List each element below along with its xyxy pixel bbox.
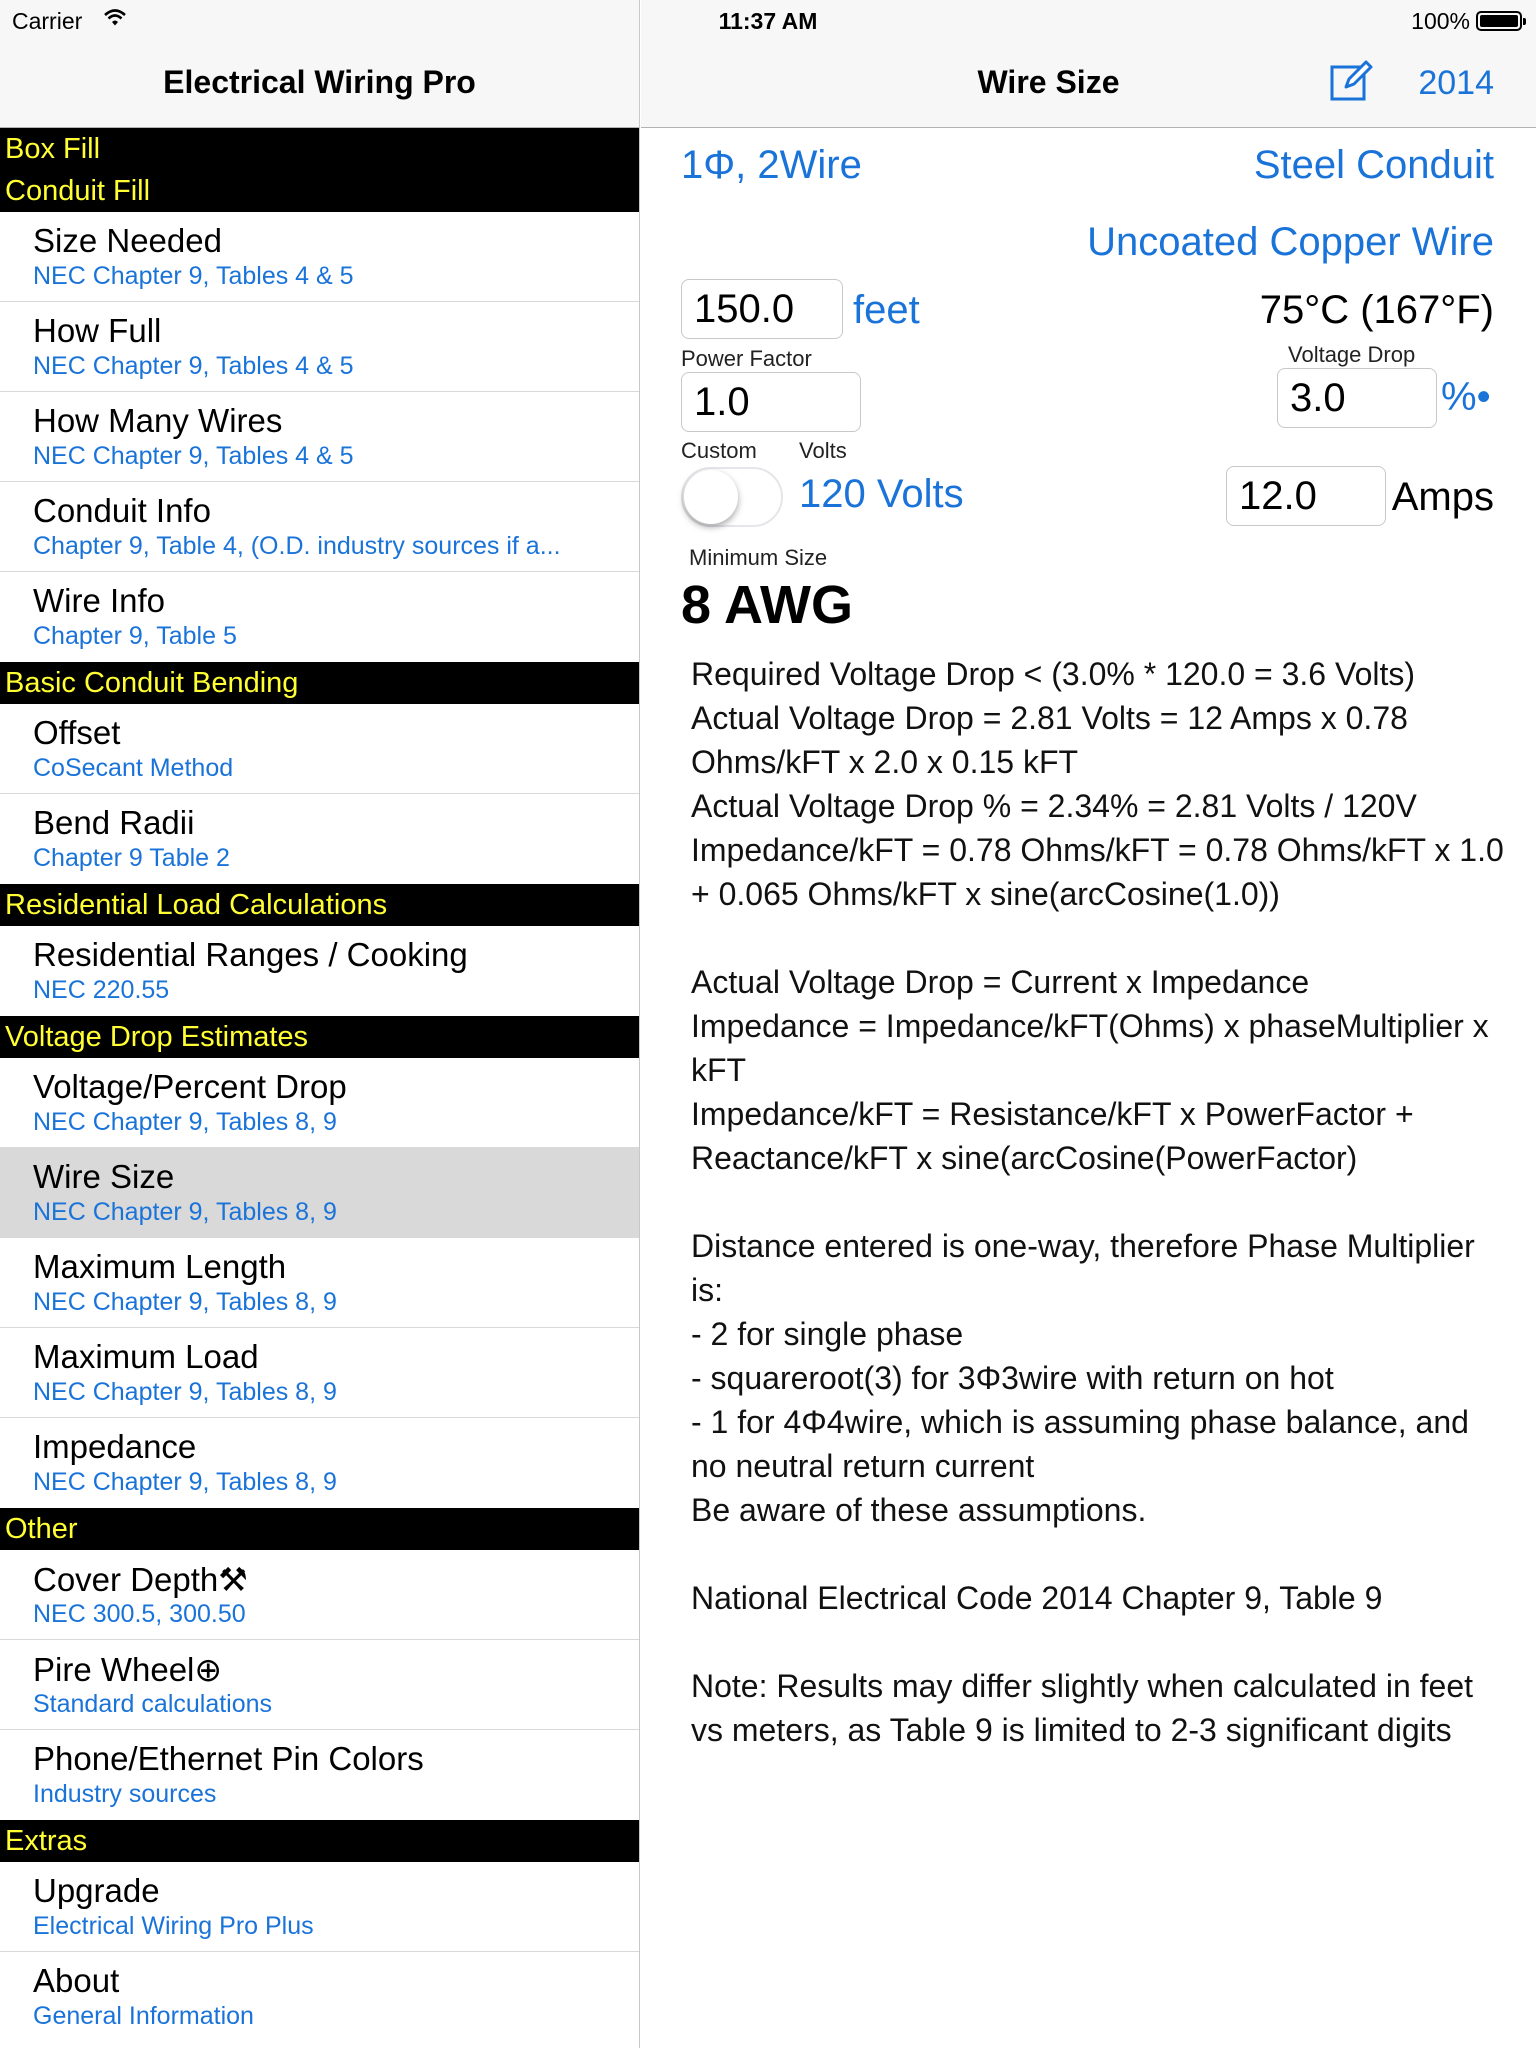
menu-item-how-full[interactable]	[0, 302, 639, 392]
master-panel	[0, 0, 640, 2048]
section-voltage-drop: Voltage Drop Estimates	[0, 1016, 639, 1058]
explanation-line: Distance entered is one-way, therefore Phase Multiplier is:	[691, 1228, 1475, 1308]
menu-item-title: About	[33, 1962, 120, 1999]
menu-item-title: How Many Wires	[33, 402, 283, 439]
menu-item-subtitle: General Information	[33, 2002, 254, 2030]
section-box-fill[interactable]: Box Fill	[0, 128, 639, 170]
amps-input[interactable]: 12.0	[1226, 466, 1386, 526]
voltage-drop-unit[interactable]: %•	[1441, 375, 1491, 419]
app-title: Electrical Wiring Pro	[163, 64, 476, 100]
compose-icon[interactable]	[1329, 58, 1375, 104]
battery-percent: 100%	[1411, 8, 1470, 34]
clock: 11:37 AM	[718, 8, 818, 34]
minimum-size-label: Minimum Size	[689, 545, 828, 570]
explanation-line: Be aware of these assumptions.	[691, 1492, 1147, 1528]
explanation-line: Impedance/kFT = 0.78 Ohms/kFT = 0.78 Ohms/kFT x 1.0 + 0.065 Ohms/kFT x sine(arcCosine(1.0))	[691, 832, 1504, 912]
calculation-explanation	[691, 652, 1511, 1752]
menu-item-subtitle: NEC Chapter 9, Tables 8, 9	[33, 1108, 337, 1136]
section-residential-load: Residential Load Calculations	[0, 884, 639, 926]
menu-item-title: Maximum Length	[33, 1248, 287, 1285]
menu-item-subtitle: Electrical Wiring Pro Plus	[33, 1912, 314, 1940]
menu-item-cover-depth[interactable]	[0, 1550, 639, 1640]
detail-panel	[641, 0, 1536, 2048]
power-factor-input[interactable]: 1.0	[681, 372, 861, 432]
menu-item-title: Phone/Ethernet Pin Colors	[33, 1740, 424, 1777]
explanation-line: Required Voltage Drop < (3.0% * 120.0 = 3.6 Volts)	[691, 656, 1416, 692]
explanation-line: - 1 for 4Φ4wire, which is assuming phase balance, and no neutral return current	[691, 1404, 1469, 1484]
custom-volts-toggle[interactable]	[681, 467, 783, 527]
menu-item-bend-radii[interactable]	[0, 794, 639, 884]
voltage-drop-input[interactable]: 3.0	[1277, 368, 1437, 428]
menu-item-title: Bend Radii	[33, 804, 195, 841]
menu-item-subtitle: NEC Chapter 9, Tables 8, 9	[33, 1468, 337, 1496]
menu-item-maximum-length[interactable]	[0, 1238, 639, 1328]
carrier-label: Carrier	[12, 8, 83, 34]
conduit-selector[interactable]: Steel Conduit	[1253, 143, 1494, 187]
detail-title: Wire Size	[977, 64, 1120, 100]
explanation-line: - squareroot(3) for 3Φ3wire with return on hot	[691, 1360, 1334, 1396]
power-factor-label: Power Factor	[681, 346, 812, 371]
menu-item-conduit-info[interactable]	[0, 482, 639, 572]
section-conduit-fill: Conduit Fill	[0, 170, 639, 212]
year-button[interactable]: 2014	[1418, 64, 1494, 102]
section-extras: Extras	[0, 1820, 639, 1862]
menu-item-subtitle: NEC Chapter 9, Tables 4 & 5	[33, 262, 354, 290]
explanation-line: Actual Voltage Drop = 2.81 Volts = 12 Amps x 0.78 Ohms/kFT x 2.0 x 0.15 kFT	[691, 700, 1408, 780]
toggle-knob	[684, 470, 738, 524]
menu-item-title: Maximum Load	[33, 1338, 259, 1375]
menu-item-wire-info[interactable]	[0, 572, 639, 662]
explanation-line: Actual Voltage Drop = Current x Impedance	[691, 964, 1310, 1000]
menu-item-how-many-wires[interactable]	[0, 392, 639, 482]
menu-item-offset[interactable]	[0, 704, 639, 794]
menu-item-subtitle: NEC 220.55	[33, 976, 170, 1004]
menu-item-subtitle: Chapter 9, Table 4, (O.D. industry sources if a...	[33, 532, 561, 560]
phase-selector[interactable]: 1Φ, 2Wire	[681, 143, 862, 187]
wire-type-selector[interactable]: Uncoated Copper Wire	[1087, 220, 1494, 264]
custom-label: Custom	[681, 438, 757, 463]
explanation-line: Actual Voltage Drop % = 2.34% = 2.81 Volts / 120V	[691, 788, 1417, 824]
menu-item-subtitle: NEC 300.5, 300.50	[33, 1600, 246, 1628]
menu-item-impedance[interactable]	[0, 1418, 639, 1508]
menu-item-title: Residential Ranges / Cooking	[33, 936, 468, 973]
menu-item-subtitle: Chapter 9, Table 5	[33, 622, 237, 650]
menu-item-size-needed[interactable]	[0, 212, 639, 302]
menu-item-title: Wire Size	[33, 1158, 175, 1195]
menu-item-title: How Full	[33, 312, 162, 349]
temperature-selector[interactable]: 75°C (167°F)	[1259, 288, 1494, 332]
minimum-size-value: 8 AWG	[681, 575, 854, 635]
menu-item-pire-wheel[interactable]	[0, 1640, 639, 1730]
explanation-line: - 2 for single phase	[691, 1316, 964, 1352]
menu-item-subtitle: NEC Chapter 9, Tables 4 & 5	[33, 352, 354, 380]
explanation-line: Note: Results may differ slightly when calculated in feet vs meters, as Table 9 is limited to 2-3 significant digits	[691, 1668, 1474, 1748]
menu-item-title: Conduit Info	[33, 492, 211, 529]
menu-item-voltage-percent-drop[interactable]	[0, 1058, 639, 1148]
status-bar	[0, 0, 1536, 40]
menu-item-subtitle: NEC Chapter 9, Tables 8, 9	[33, 1378, 337, 1406]
menu-item-about[interactable]	[0, 1952, 639, 2042]
menu-item-subtitle: CoSecant Method	[33, 754, 234, 782]
volts-label: Volts	[799, 438, 847, 463]
explanation-line: Impedance = Impedance/kFT(Ohms) x phaseMultiplier x kFT	[691, 1008, 1489, 1088]
menu-item-title: Cover Depth⚒	[33, 1561, 248, 1598]
menu-item-maximum-load[interactable]	[0, 1328, 639, 1418]
explanation-line: National Electrical Code 2014 Chapter 9, Table 9	[691, 1580, 1383, 1616]
voltage-drop-label: Voltage Drop	[1288, 342, 1416, 367]
menu-item-subtitle: NEC Chapter 9, Tables 8, 9	[33, 1198, 337, 1226]
length-input[interactable]: 150.0	[681, 279, 843, 339]
menu-item-title: Pire Wheel⊕	[33, 1651, 223, 1688]
menu-item-title: Impedance	[33, 1428, 197, 1465]
menu-item-title: Voltage/Percent Drop	[33, 1068, 347, 1105]
menu-item-subtitle: Chapter 9 Table 2	[33, 844, 230, 872]
menu-item-title: Size Needed	[33, 222, 222, 259]
menu-item-title: Wire Info	[33, 582, 166, 619]
menu-item-pin-colors[interactable]	[0, 1730, 639, 1820]
menu-item-subtitle: NEC Chapter 9, Tables 8, 9	[33, 1288, 337, 1316]
menu-item-subtitle: Industry sources	[33, 1780, 217, 1808]
menu-item-title: Upgrade	[33, 1872, 160, 1909]
amps-unit-label: Amps	[1391, 475, 1494, 519]
length-unit-selector[interactable]: feet	[853, 288, 920, 332]
section-basic-conduit-bending: Basic Conduit Bending	[0, 662, 639, 704]
battery-icon	[1476, 11, 1522, 31]
menu-item-subtitle: Standard calculations	[33, 1690, 273, 1718]
section-other: Other	[0, 1508, 639, 1550]
volts-selector[interactable]: 120 Volts	[799, 472, 964, 516]
menu-item-wire-size[interactable]	[0, 1148, 639, 1238]
menu-item-subtitle: NEC Chapter 9, Tables 4 & 5	[33, 442, 354, 470]
explanation-line: Impedance/kFT = Resistance/kFT x PowerFactor + Reactance/kFT x sine(arcCosine(PowerFactor)	[691, 1096, 1414, 1176]
menu-item-residential-ranges[interactable]	[0, 926, 639, 1016]
menu-item-title: Offset	[33, 714, 121, 751]
menu-item-upgrade[interactable]	[0, 1862, 639, 1952]
